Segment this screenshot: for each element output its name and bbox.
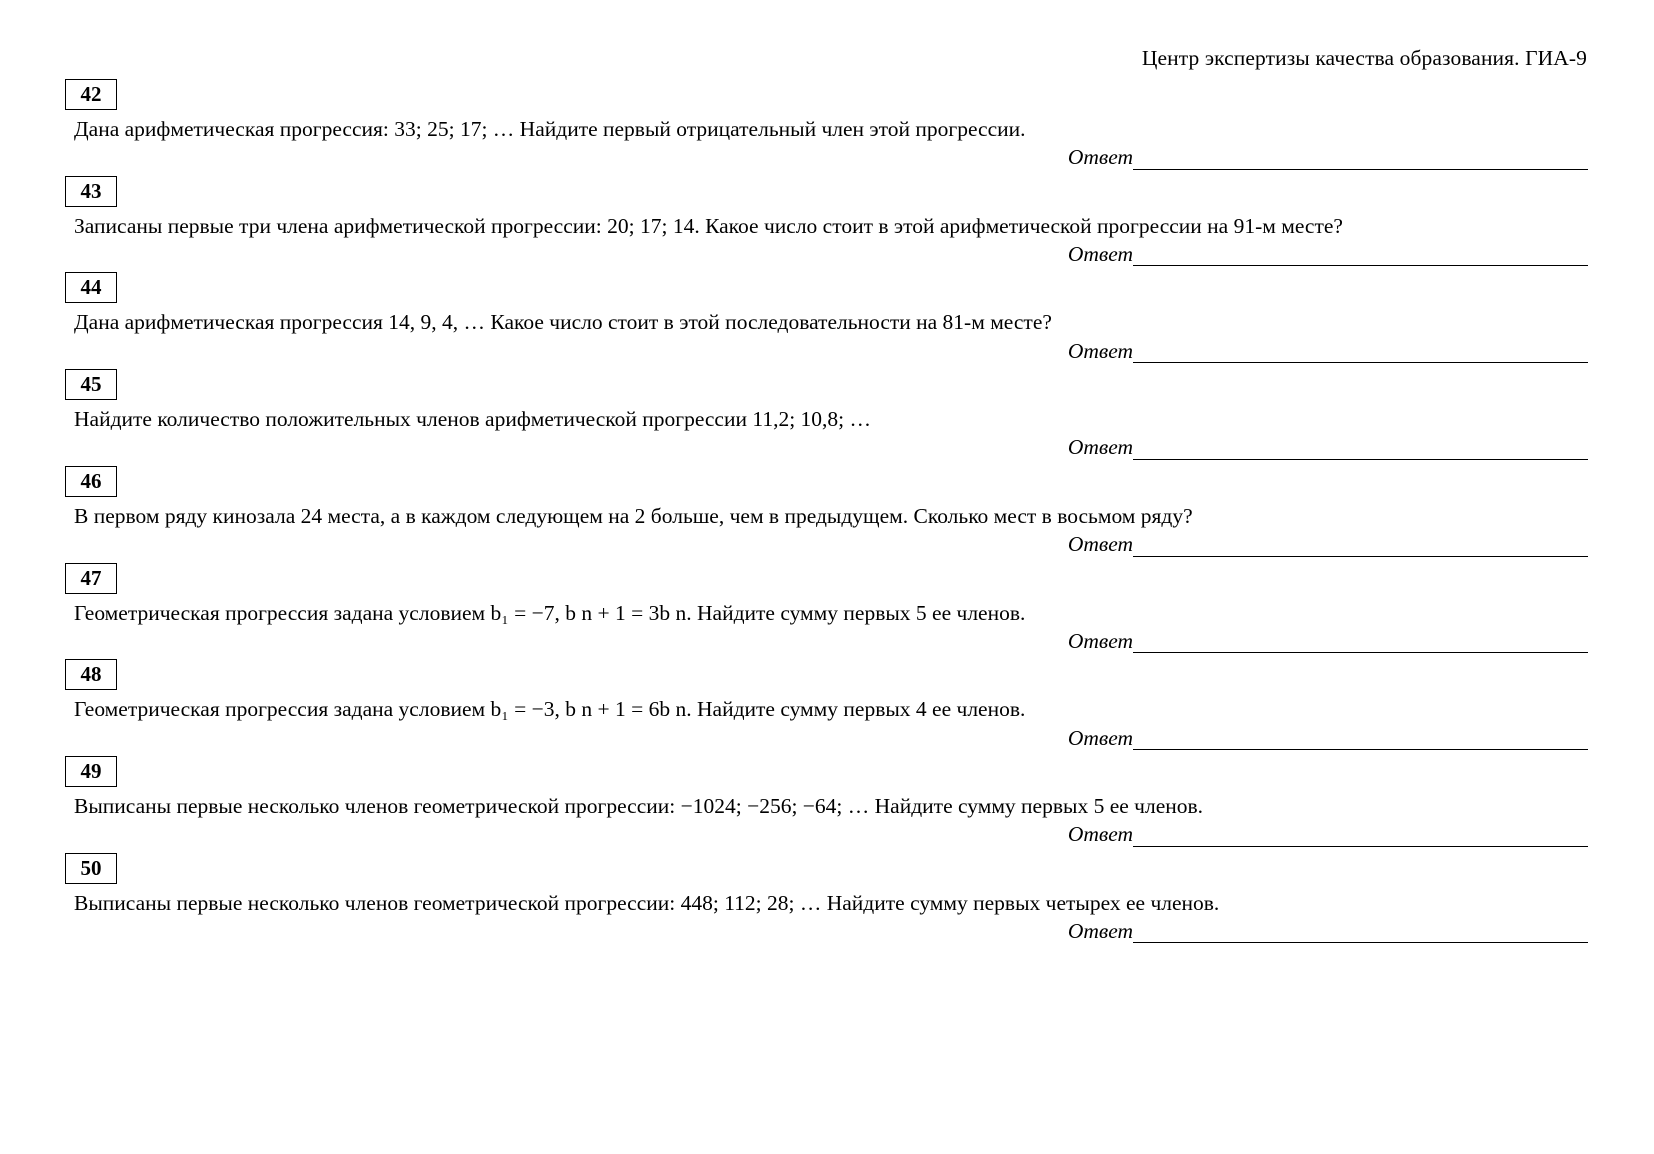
task-50	[62, 853, 1592, 944]
answer-row	[62, 241, 1592, 267]
answer-row	[62, 338, 1592, 364]
task-text-after: Найдите сумму первых 4 ее членов.	[691, 697, 1026, 722]
answer-label: Ответ	[1067, 628, 1133, 653]
task-number-badge: 46	[65, 466, 117, 497]
task-text: Выписаны первые несколько членов геометрической прогрессии: 448; 112; 28; … Найдите сумму первых четырех ее членов.	[74, 890, 1220, 915]
task-44	[62, 272, 1592, 363]
task-text	[62, 598, 1592, 629]
answer-input-line[interactable]	[1133, 632, 1588, 653]
answer-row	[62, 147, 1592, 170]
task-text: Выписаны первые несколько членов геометрической прогрессии: −1024; −256; −64; … Найдите сумму первых 5 ее членов.	[74, 794, 1204, 819]
task-46	[62, 466, 1592, 557]
task-number-wrap	[62, 176, 1592, 207]
task-number-badge: 45	[65, 369, 117, 400]
answer-input-line[interactable]	[1133, 922, 1588, 943]
task-formula: b₁ = −7, b n + 1 = 3b n.	[490, 600, 692, 625]
task-text	[62, 694, 1592, 725]
answer-row	[62, 628, 1592, 654]
task-number-badge: 43	[65, 176, 117, 207]
task-text: В первом ряду кинозала 24 места, а в каждом следующем на 2 больше, чем в предыдущем. Сколько мест в восьмом ряду?	[74, 503, 1193, 528]
task-42	[62, 79, 1592, 170]
task-number-badge: 50	[65, 853, 117, 884]
task-number-wrap	[62, 466, 1592, 497]
answer-label: Ответ	[1067, 532, 1133, 557]
answer-label: Ответ	[1067, 338, 1133, 363]
answer-input-line[interactable]	[1133, 245, 1588, 266]
answer-input-line[interactable]	[1133, 439, 1588, 460]
answer-row	[62, 534, 1592, 557]
answer-input-line[interactable]	[1133, 342, 1588, 363]
answer-row	[62, 437, 1592, 460]
task-text: Дана арифметическая прогрессия 14, 9, 4, … Какое число стоит в этой последовательности на 81-м месте?	[74, 310, 1052, 335]
task-number-badge: 42	[65, 79, 117, 110]
answer-label: Ответ	[1067, 435, 1133, 460]
answer-label: Ответ	[1067, 241, 1133, 266]
task-number-badge: 44	[65, 272, 117, 303]
task-number-wrap	[62, 79, 1592, 110]
task-text-before: Геометрическая прогрессия задана условием	[74, 697, 491, 722]
answer-row	[62, 918, 1592, 944]
answer-label: Ответ	[1067, 145, 1133, 170]
task-number-wrap	[62, 563, 1592, 594]
answer-input-line[interactable]	[1133, 729, 1588, 750]
task-number-wrap	[62, 272, 1592, 303]
task-text: Дана арифметическая прогрессия: 33; 25; 17; … Найдите первый отрицательный член этой прогрессии.	[74, 117, 1026, 142]
answer-row	[62, 824, 1592, 847]
task-43	[62, 176, 1592, 267]
answer-label: Ответ	[1067, 822, 1133, 847]
task-number-wrap	[62, 369, 1592, 400]
task-text-after: Найдите сумму первых 5 ее членов.	[691, 600, 1026, 625]
task-45	[62, 369, 1592, 460]
task-number-badge: 47	[65, 563, 117, 594]
answer-input-line[interactable]	[1133, 149, 1588, 170]
task-number-wrap	[62, 756, 1592, 787]
task-47	[62, 563, 1592, 654]
answer-input-line[interactable]	[1133, 536, 1588, 557]
page-header: Центр экспертизы качества образования. ГИА-9	[1141, 46, 1587, 70]
task-number-wrap	[62, 659, 1592, 690]
task-text-before: Геометрическая прогрессия задана условием	[74, 600, 491, 625]
answer-row	[62, 725, 1592, 751]
task-formula: b₁ = −3, b n + 1 = 6b n.	[490, 697, 692, 722]
answer-input-line[interactable]	[1133, 826, 1588, 847]
task-48	[62, 659, 1592, 750]
task-number-badge: 48	[65, 659, 117, 690]
task-number-wrap	[62, 853, 1592, 884]
task-text: Найдите количество положительных членов арифметической прогрессии 11,2; 10,8; …	[74, 407, 872, 432]
answer-label: Ответ	[1067, 725, 1133, 750]
answer-label: Ответ	[1067, 918, 1133, 943]
task-number-badge: 49	[65, 756, 117, 787]
task-49	[62, 756, 1592, 847]
task-text: Записаны первые три члена арифметической прогрессии: 20; 17; 14. Какое число стоит в этой арифметической прогрессии на 91-м месте?	[74, 213, 1343, 238]
